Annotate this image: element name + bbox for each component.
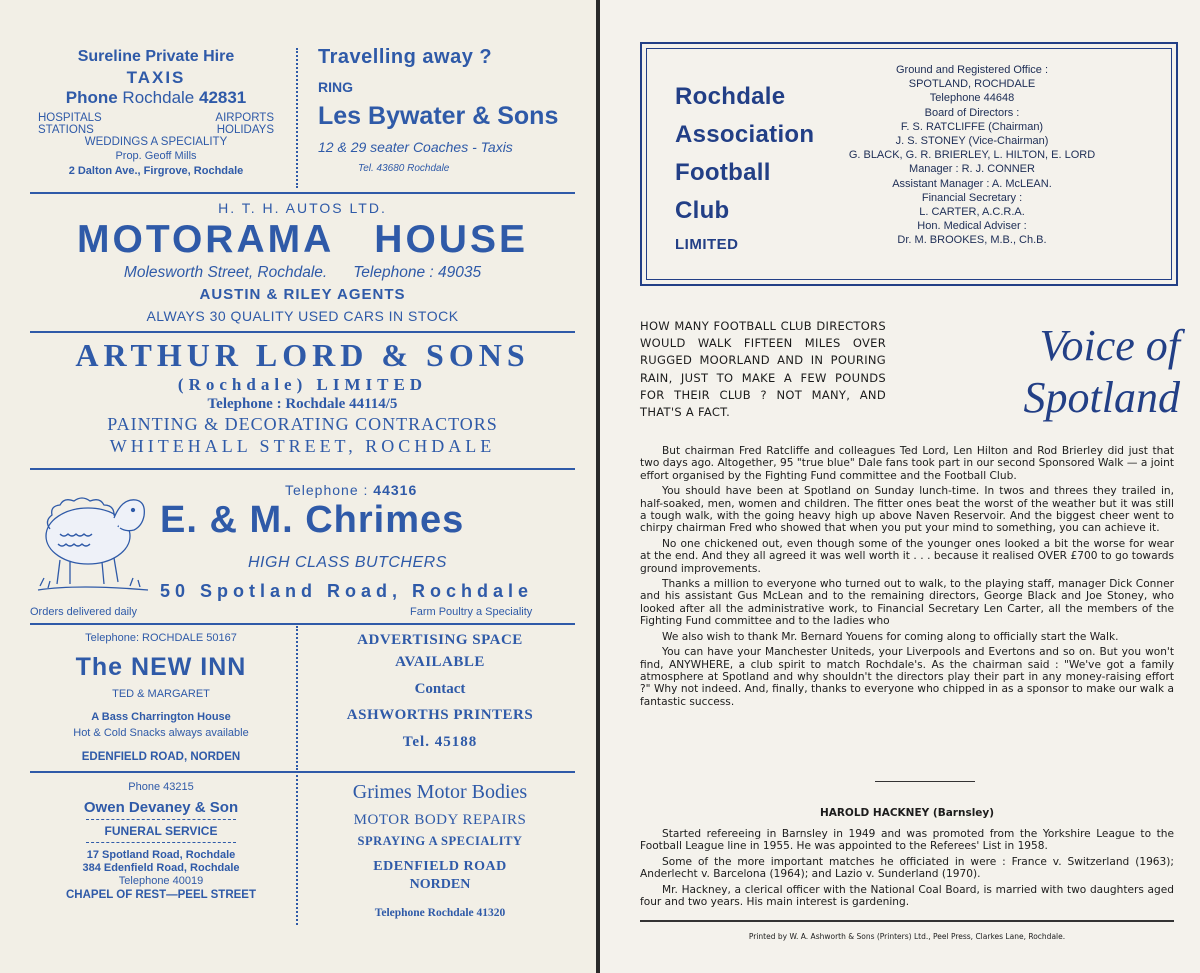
grimes-repairs: MOTOR BODY REPAIRS: [353, 812, 527, 828]
lord-name: ARTHUR LORD & SONS: [75, 337, 530, 373]
sheep-icon: [30, 474, 155, 606]
newinn-road: EDENFIELD ROAD, NORDEN: [81, 751, 241, 763]
article-paragraph: You should have been at Spotland on Sunday lunch-time. In twos and threes they trailed in, half-soaked, men, women and children. The fitter ones beat the worst of the weather but it was still a tough walk, with the going heavy high up above Naven Reservoir. And the biggest cheer went to chirpy chairman Fred who showed that when you put your mind to something, you can achieve it.: [640, 485, 1174, 535]
article-paragraph: You can have your Manchester Uniteds, your Liverpools and Evertons and so on. But you won't find, ANYWHERE, a club spirit to match Rochdale's. As the chairman said : "We've got a family atmosphere at Spotland and why shouldn't the directors play their part in any money-raising effort ?" Why not indeed. And, finally, thanks to everyone who chipped in as a sponsor to make our walk a fantastic success.: [640, 646, 1174, 708]
intro-caps: HOW MANY FOOTBALL CLUB DIRECTORS WOULD WALK FIFTEEN MILES OVER RUGGED MOORLAND AND IN POURING RAIN, JUST TO MAKE A FEW POUNDS FOR THEIR CLUB ? NOT MANY, AND THAT'S A FACT.: [640, 319, 886, 420]
referee-paragraph: Some of the more important matches he officiated in were : France v. Switzerland (1963); Anderlecht v. Barcelona (1964); and Lazio v. Sunderland (1970).: [640, 855, 1174, 881]
sureline-services: HOSPITALS AIRPORTS STATIONS HOLIDAYS WEDDINGS A SPECIALITY: [38, 112, 274, 148]
bywater-coaches: 12 & 29 seater Coaches - Taxis: [318, 139, 513, 155]
devaney-telephone: Telephone 40019: [118, 875, 204, 887]
sureline-phone: Phone Rochdale 42831: [65, 88, 247, 107]
club-name-line3: Football: [675, 159, 771, 186]
newinn-advert: [30, 632, 292, 763]
article-paragraph: We also wish to thank Mr. Bernard Youens for coming along to officially start the Walk.: [662, 630, 1119, 643]
motorama-cars: ALWAYS 30 QUALITY USED CARS IN STOCK: [146, 308, 459, 324]
advert-tel: Tel. 45188: [402, 734, 478, 750]
motorama-advert: [30, 200, 575, 324]
bywater-name: Les Bywater & Sons: [318, 102, 559, 130]
rule: [30, 623, 575, 625]
grimes-road: EDENFIELD ROAD: [373, 859, 507, 874]
newinn-telephone: Telephone: ROCHDALE 50167: [85, 632, 237, 644]
rule: [30, 771, 575, 773]
chrimes-name: E. & M. Chrimes: [160, 499, 465, 541]
club-header-box: [640, 42, 1178, 286]
chrimes-poultry: Farm Poultry a Speciality: [410, 606, 533, 618]
chrimes-telephone: Telephone : 44316: [285, 482, 418, 498]
grimes-advert: [305, 781, 575, 919]
newinn-name: The NEW INN: [75, 653, 247, 681]
voice-title-line1: Voice of: [1039, 321, 1180, 370]
newinn-house: A Bass Charrington House: [91, 711, 231, 723]
club-name-line2: Association: [675, 121, 815, 148]
motorama-company: H. T. H. AUTOS LTD.: [218, 200, 387, 216]
article-body: [640, 445, 1174, 711]
grimes-telephone: Telephone Rochdale 41320: [374, 907, 506, 919]
lord-sub: (Rochdale) LIMITED: [177, 375, 428, 394]
article-paragraph: No one chickened out, even though some of the younger ones looked a bit the worse for wear at the end. And they all agreed it was well worth it . . . because it realised OVER £700 to go towards ground improvements.: [640, 537, 1174, 575]
advert-printers: ASHWORTHS PRINTERS: [346, 707, 534, 723]
sureline-prop: Prop. Geoff Mills: [115, 150, 197, 162]
motorama-title: MOTORAMA HOUSE: [77, 218, 528, 261]
sureline-taxis: TAXIS: [126, 68, 186, 87]
chrimes-tagline: HIGH CLASS BUTCHERS: [248, 554, 447, 571]
divider-dotted: [296, 775, 298, 925]
advert-line1: ADVERTISING SPACE: [357, 632, 523, 648]
voice-of-spotland-title: [990, 320, 1180, 424]
lord-trade: PAINTING & DECORATING CONTRACTORS: [107, 414, 498, 434]
devaney-chapel: CHAPEL OF REST—PEEL STREET: [66, 889, 256, 901]
rule: [30, 468, 575, 470]
club-name-line4: Club: [675, 197, 730, 224]
voice-title-line2: Spotland: [1023, 373, 1180, 422]
devaney-addr2: 384 Edenfield Road, Rochdale: [82, 862, 240, 874]
referee-body: [640, 828, 1174, 911]
bywater-tel: Tel. 43680 Rochdale: [358, 163, 450, 174]
advertising-space-advert: [305, 632, 575, 751]
lord-street: WHITEHALL STREET, ROCHDALE: [109, 436, 496, 456]
chrimes-address: 50 Spotland Road, Rochdale: [160, 581, 534, 601]
section-divider: [875, 781, 975, 782]
grimes-spraying: SPRAYING A SPECIALITY: [357, 834, 523, 848]
devaney-phone: Phone 43215: [128, 781, 194, 793]
sureline-address: 2 Dalton Ave., Firgrove, Rochdale: [68, 165, 244, 177]
motorama-address-line: Molesworth Street, Rochdale. Telephone : 49035: [123, 264, 482, 281]
lord-advert: [30, 337, 575, 457]
footer-rule: [640, 920, 1174, 922]
bywater-headline: Travelling away ?: [318, 46, 493, 68]
advert-line2: AVAILABLE: [395, 654, 485, 670]
lord-telephone: Telephone : Rochdale 44114/5: [207, 396, 398, 412]
grimes-town: NORDEN: [409, 877, 471, 892]
grimes-name: Grimes Motor Bodies: [352, 781, 528, 803]
devaney-name: Owen Devaney & Son: [83, 799, 239, 816]
right-page: [600, 0, 1200, 973]
printer-credit: Printed by W. A. Ashworth & Sons (Printers) Ltd., Peel Press, Clarkes Lane, Rochdale.: [748, 932, 1066, 941]
divider-dotted: [296, 626, 298, 770]
referee-paragraph: Started refereeing in Barnsley in 1949 and was promoted from the Yorkshire League to the Football League line in 1955. He was appointed to the Referees' List in 1958.: [640, 828, 1174, 853]
referee-heading: HAROLD HACKNEY (Barnsley): [819, 807, 995, 819]
bywater-ring: RING: [318, 79, 353, 95]
left-page: [0, 0, 596, 973]
club-name-line1: Rochdale: [675, 83, 786, 110]
referee-paragraph: Mr. Hackney, a clerical officer with the National Coal Board, is married with two daughters aged four and two years. His main interest is gardening.: [640, 883, 1174, 909]
club-name: [675, 78, 814, 260]
devaney-advert: [30, 781, 292, 901]
club-name-line5: LIMITED: [675, 236, 739, 253]
chrimes-orders: Orders delivered daily: [30, 606, 137, 618]
devaney-addr1: 17 Spotland Road, Rochdale: [86, 849, 236, 861]
article-paragraph: Thanks a million to everyone who turned out to walk, to the playing staff, manager Dick Conner and his assistant Gus McLean and to the remaining directors, George Black and Joe Stoney, who looked after all the administrative work, to Financial Secretary Len Carter, all the members of the Fighting Fund committee and to the ladies who: [640, 578, 1174, 628]
sureline-name: Sureline Private Hire: [77, 48, 235, 65]
rule: [30, 192, 575, 194]
advert-contact: Contact: [414, 681, 466, 697]
bywater-advert: [318, 46, 578, 174]
newinn-snacks: Hot & Cold Snacks always available: [73, 727, 249, 739]
rule: [30, 331, 575, 333]
motorama-agents: AUSTIN & RILEY AGENTS: [199, 286, 406, 303]
article-paragraph: But chairman Fred Ratcliffe and colleagues Ted Lord, Len Hilton and Rod Brierley did just that two days ago. Altogether, 95 "true blue" Dale fans took part in our second Sponsored Walk — a joint effort organised by the Fighting Fund committee and the Football Club.: [640, 445, 1174, 482]
devaney-service: FUNERAL SERVICE: [104, 824, 218, 838]
sureline-advert: [20, 48, 292, 177]
club-officers: Ground and Registered Office : SPOTLAND, ROCHDALE Telephone 44648 Board of Directors : F. S. RATCLIFFE (Chairman) J. S. STONEY (Vice-Chairman) G. BLACK, G. R. BRIERLEY, L. HILTON, E. LORD Manager : R. J. CONNER Assistant Manager : A. McLEAN. Financial Secretary : L. CARTER, A.C.R.A. Hon. Medical Adviser : Dr. M. BROOKES, M.B., Ch.B.: [848, 64, 1096, 247]
divider-dotted: [296, 48, 298, 188]
sheep-illustration: [30, 474, 155, 606]
newinn-owners: TED & MARGARET: [112, 688, 210, 700]
